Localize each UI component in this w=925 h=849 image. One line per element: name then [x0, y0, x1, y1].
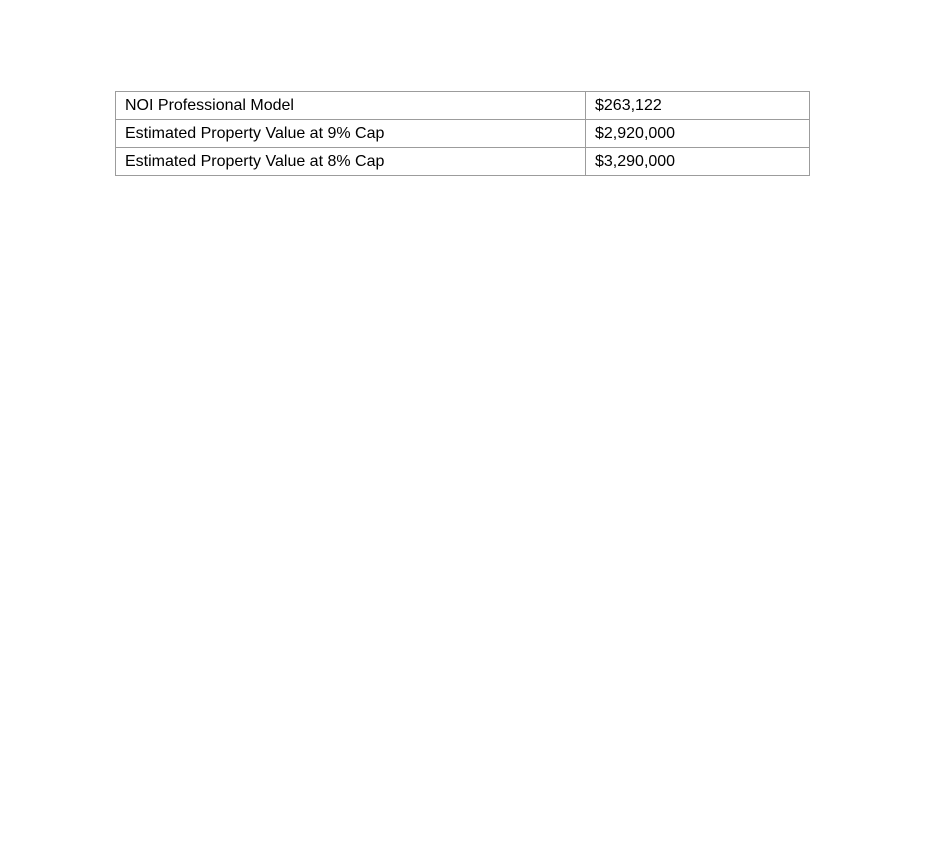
row-value: $263,122 [586, 92, 810, 120]
table-row [116, 148, 810, 176]
valuation-table [115, 91, 810, 176]
table-row [116, 120, 810, 148]
row-label: Estimated Property Value at 8% Cap [116, 148, 586, 176]
row-label: NOI Professional Model [116, 92, 586, 120]
row-value: $2,920,000 [586, 120, 810, 148]
row-value: $3,290,000 [586, 148, 810, 176]
table-row [116, 92, 810, 120]
row-label: Estimated Property Value at 9% Cap [116, 120, 586, 148]
